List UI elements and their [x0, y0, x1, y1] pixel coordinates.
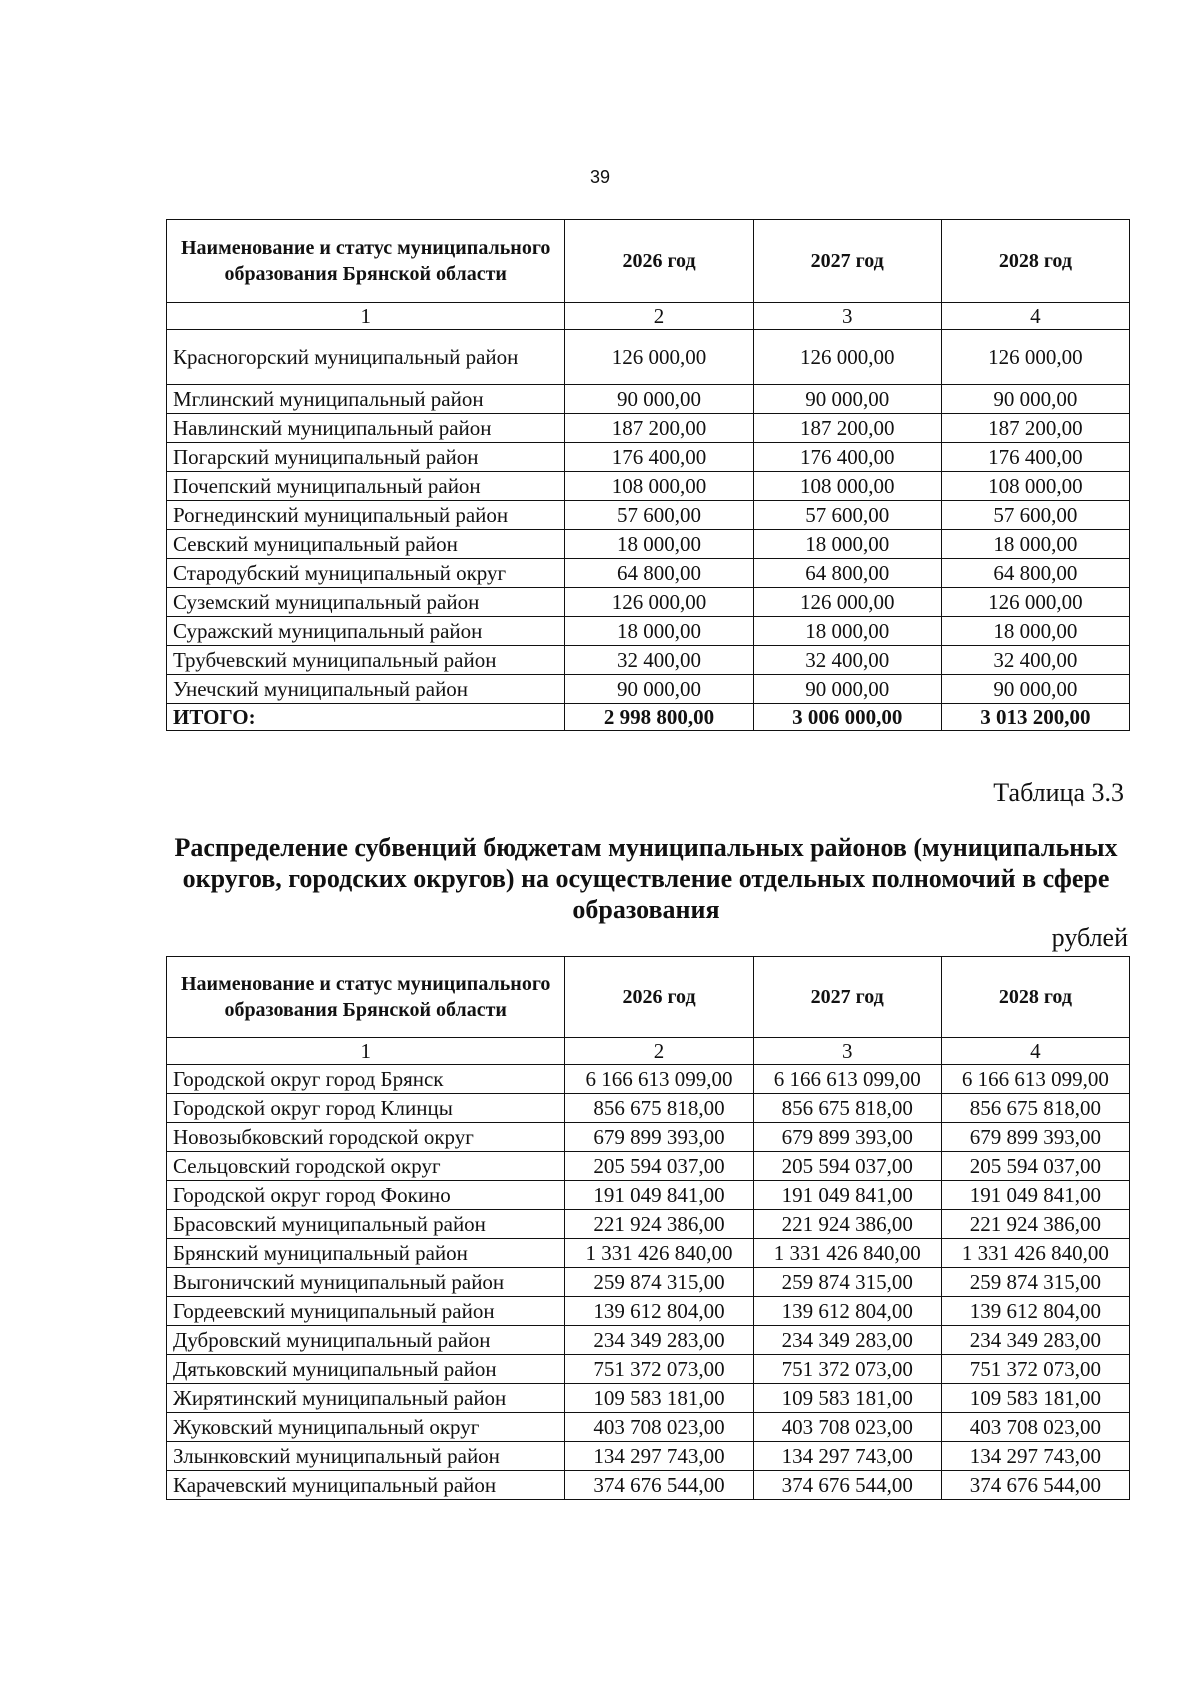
value-2026: 32 400,00 — [565, 646, 753, 675]
column-number: 1 — [167, 303, 565, 330]
table-row — [167, 414, 1130, 443]
header-2026: 2026 год — [565, 957, 753, 1038]
value-2026: 90 000,00 — [565, 675, 753, 704]
row-name: Брянский муниципальный район — [167, 1239, 565, 1268]
row-name: Выгоничский муниципальный район — [167, 1268, 565, 1297]
section-title: Распределение субвенций бюджетам муниципальных районов (муниципальных округов, городских округов) на осуществление отдельных полномочий в сфере образования — [174, 833, 1118, 924]
value-2027: 108 000,00 — [753, 472, 941, 501]
table-row — [167, 472, 1130, 501]
table-row — [167, 1297, 1130, 1326]
table-row — [167, 1065, 1130, 1094]
value-2028: 57 600,00 — [941, 501, 1129, 530]
column-number-row — [167, 1038, 1130, 1065]
table-row — [167, 1268, 1130, 1297]
table-row — [167, 530, 1130, 559]
table-row — [167, 1094, 1130, 1123]
column-number: 4 — [941, 303, 1129, 330]
value-2026: 259 874 315,00 — [565, 1268, 753, 1297]
row-name: Погарский муниципальный район — [167, 443, 565, 472]
value-2027: 109 583 181,00 — [753, 1384, 941, 1413]
value-2026: 751 372 073,00 — [565, 1355, 753, 1384]
value-2026: 187 200,00 — [565, 414, 753, 443]
value-2026: 109 583 181,00 — [565, 1384, 753, 1413]
value-2026: 18 000,00 — [565, 530, 753, 559]
table-row — [167, 617, 1130, 646]
total-2028: 3 013 200,00 — [941, 704, 1129, 731]
value-2028: 134 297 743,00 — [941, 1442, 1129, 1471]
value-2026: 139 612 804,00 — [565, 1297, 753, 1326]
value-2027: 374 676 544,00 — [753, 1471, 941, 1500]
row-name: Дубровский муниципальный район — [167, 1326, 565, 1355]
table-label: Таблица 3.3 — [993, 778, 1124, 807]
row-name: Дятьковский муниципальный район — [167, 1355, 565, 1384]
table-row — [167, 1239, 1130, 1268]
value-2026: 374 676 544,00 — [565, 1471, 753, 1500]
header-name: Наименование и статус муниципального образования Брянской области — [167, 220, 565, 303]
value-2028: 234 349 283,00 — [941, 1326, 1129, 1355]
value-2027: 6 166 613 099,00 — [753, 1065, 941, 1094]
value-2027: 90 000,00 — [753, 385, 941, 414]
units-label: рублей — [1051, 923, 1128, 952]
table-row — [167, 385, 1130, 414]
value-2027: 403 708 023,00 — [753, 1413, 941, 1442]
row-name: Жуковский муниципальный округ — [167, 1413, 565, 1442]
value-2028: 18 000,00 — [941, 530, 1129, 559]
value-2027: 205 594 037,00 — [753, 1152, 941, 1181]
value-2027: 856 675 818,00 — [753, 1094, 941, 1123]
value-2026: 134 297 743,00 — [565, 1442, 753, 1471]
value-2027: 126 000,00 — [753, 588, 941, 617]
row-name: Городской округ город Фокино — [167, 1181, 565, 1210]
row-name: Рогнединский муниципальный район — [167, 501, 565, 530]
allocation-table-continued — [166, 219, 1130, 731]
row-name: Злынковский муниципальный район — [167, 1442, 565, 1471]
value-2027: 234 349 283,00 — [753, 1326, 941, 1355]
table-row — [167, 443, 1130, 472]
total-2026: 2 998 800,00 — [565, 704, 753, 731]
value-2026: 176 400,00 — [565, 443, 753, 472]
value-2027: 64 800,00 — [753, 559, 941, 588]
column-number: 4 — [941, 1038, 1129, 1065]
value-2027: 139 612 804,00 — [753, 1297, 941, 1326]
table-header-row — [167, 957, 1130, 1038]
value-2027: 191 049 841,00 — [753, 1181, 941, 1210]
total-row — [167, 704, 1130, 731]
table-row — [167, 1326, 1130, 1355]
table-row — [167, 1471, 1130, 1500]
value-2026: 6 166 613 099,00 — [565, 1065, 753, 1094]
row-name: Брасовский муниципальный район — [167, 1210, 565, 1239]
table-row — [167, 1210, 1130, 1239]
row-name: Суземский муниципальный район — [167, 588, 565, 617]
total-label: ИТОГО: — [167, 704, 565, 731]
value-2028: 1 331 426 840,00 — [941, 1239, 1129, 1268]
value-2026: 403 708 023,00 — [565, 1413, 753, 1442]
table-row — [167, 1384, 1130, 1413]
value-2027: 259 874 315,00 — [753, 1268, 941, 1297]
education-subventions-table — [166, 956, 1130, 1500]
value-2027: 134 297 743,00 — [753, 1442, 941, 1471]
value-2027: 18 000,00 — [753, 530, 941, 559]
row-name: Красногорский муниципальный район — [167, 330, 565, 385]
value-2028: 6 166 613 099,00 — [941, 1065, 1129, 1094]
value-2028: 108 000,00 — [941, 472, 1129, 501]
header-2028: 2028 год — [941, 220, 1129, 303]
value-2026: 234 349 283,00 — [565, 1326, 753, 1355]
value-2027: 126 000,00 — [753, 330, 941, 385]
value-2027: 18 000,00 — [753, 617, 941, 646]
row-name: Сельцовский городской округ — [167, 1152, 565, 1181]
header-2027: 2027 год — [753, 957, 941, 1038]
row-name: Стародубский муниципальный округ — [167, 559, 565, 588]
row-name: Гордеевский муниципальный район — [167, 1297, 565, 1326]
row-name: Севский муниципальный район — [167, 530, 565, 559]
column-number-row — [167, 303, 1130, 330]
value-2026: 90 000,00 — [565, 385, 753, 414]
value-2026: 57 600,00 — [565, 501, 753, 530]
value-2028: 126 000,00 — [941, 588, 1129, 617]
total-2027: 3 006 000,00 — [753, 704, 941, 731]
value-2026: 221 924 386,00 — [565, 1210, 753, 1239]
table-header-row — [167, 220, 1130, 303]
value-2028: 191 049 841,00 — [941, 1181, 1129, 1210]
value-2028: 126 000,00 — [941, 330, 1129, 385]
table-row — [167, 1181, 1130, 1210]
header-2028: 2028 год — [941, 957, 1129, 1038]
value-2026: 18 000,00 — [565, 617, 753, 646]
page-number: 39 — [589, 167, 611, 187]
table-row — [167, 1442, 1130, 1471]
table-row — [167, 330, 1130, 385]
header-name: Наименование и статус муниципального образования Брянской области — [167, 957, 565, 1038]
value-2027: 751 372 073,00 — [753, 1355, 941, 1384]
value-2028: 856 675 818,00 — [941, 1094, 1129, 1123]
column-number: 3 — [753, 1038, 941, 1065]
row-name: Жирятинский муниципальный район — [167, 1384, 565, 1413]
value-2027: 57 600,00 — [753, 501, 941, 530]
table-row — [167, 559, 1130, 588]
value-2027: 187 200,00 — [753, 414, 941, 443]
header-2026: 2026 год — [565, 220, 753, 303]
value-2026: 108 000,00 — [565, 472, 753, 501]
row-name: Суражский муниципальный район — [167, 617, 565, 646]
row-name: Городской округ город Клинцы — [167, 1094, 565, 1123]
row-name: Карачевский муниципальный район — [167, 1471, 565, 1500]
value-2028: 205 594 037,00 — [941, 1152, 1129, 1181]
table-row — [167, 1152, 1130, 1181]
table-row — [167, 675, 1130, 704]
table-row — [167, 1123, 1130, 1152]
value-2028: 403 708 023,00 — [941, 1413, 1129, 1442]
value-2026: 205 594 037,00 — [565, 1152, 753, 1181]
value-2028: 374 676 544,00 — [941, 1471, 1129, 1500]
table-row — [167, 646, 1130, 675]
row-name: Мглинский муниципальный район — [167, 385, 565, 414]
value-2028: 139 612 804,00 — [941, 1297, 1129, 1326]
value-2028: 176 400,00 — [941, 443, 1129, 472]
header-2027: 2027 год — [753, 220, 941, 303]
value-2027: 679 899 393,00 — [753, 1123, 941, 1152]
row-name: Унечский муниципальный район — [167, 675, 565, 704]
column-number: 3 — [753, 303, 941, 330]
value-2027: 90 000,00 — [753, 675, 941, 704]
value-2027: 1 331 426 840,00 — [753, 1239, 941, 1268]
row-name: Городской округ город Брянск — [167, 1065, 565, 1094]
table-row — [167, 1413, 1130, 1442]
value-2028: 90 000,00 — [941, 675, 1129, 704]
value-2027: 221 924 386,00 — [753, 1210, 941, 1239]
table-row — [167, 1355, 1130, 1384]
row-name: Почепский муниципальный район — [167, 472, 565, 501]
value-2027: 32 400,00 — [753, 646, 941, 675]
value-2028: 187 200,00 — [941, 414, 1129, 443]
row-name: Новозыбковский городской округ — [167, 1123, 565, 1152]
row-name: Трубчевский муниципальный район — [167, 646, 565, 675]
value-2026: 1 331 426 840,00 — [565, 1239, 753, 1268]
table-row — [167, 588, 1130, 617]
value-2028: 109 583 181,00 — [941, 1384, 1129, 1413]
column-number: 1 — [167, 1038, 565, 1065]
table-row — [167, 501, 1130, 530]
value-2028: 90 000,00 — [941, 385, 1129, 414]
value-2026: 679 899 393,00 — [565, 1123, 753, 1152]
value-2028: 221 924 386,00 — [941, 1210, 1129, 1239]
value-2026: 191 049 841,00 — [565, 1181, 753, 1210]
value-2026: 856 675 818,00 — [565, 1094, 753, 1123]
column-number: 2 — [565, 303, 753, 330]
value-2028: 32 400,00 — [941, 646, 1129, 675]
value-2028: 259 874 315,00 — [941, 1268, 1129, 1297]
value-2028: 751 372 073,00 — [941, 1355, 1129, 1384]
column-number: 2 — [565, 1038, 753, 1065]
row-name: Навлинский муниципальный район — [167, 414, 565, 443]
value-2027: 176 400,00 — [753, 443, 941, 472]
value-2026: 64 800,00 — [565, 559, 753, 588]
value-2026: 126 000,00 — [565, 330, 753, 385]
value-2028: 679 899 393,00 — [941, 1123, 1129, 1152]
value-2028: 18 000,00 — [941, 617, 1129, 646]
value-2028: 64 800,00 — [941, 559, 1129, 588]
value-2026: 126 000,00 — [565, 588, 753, 617]
